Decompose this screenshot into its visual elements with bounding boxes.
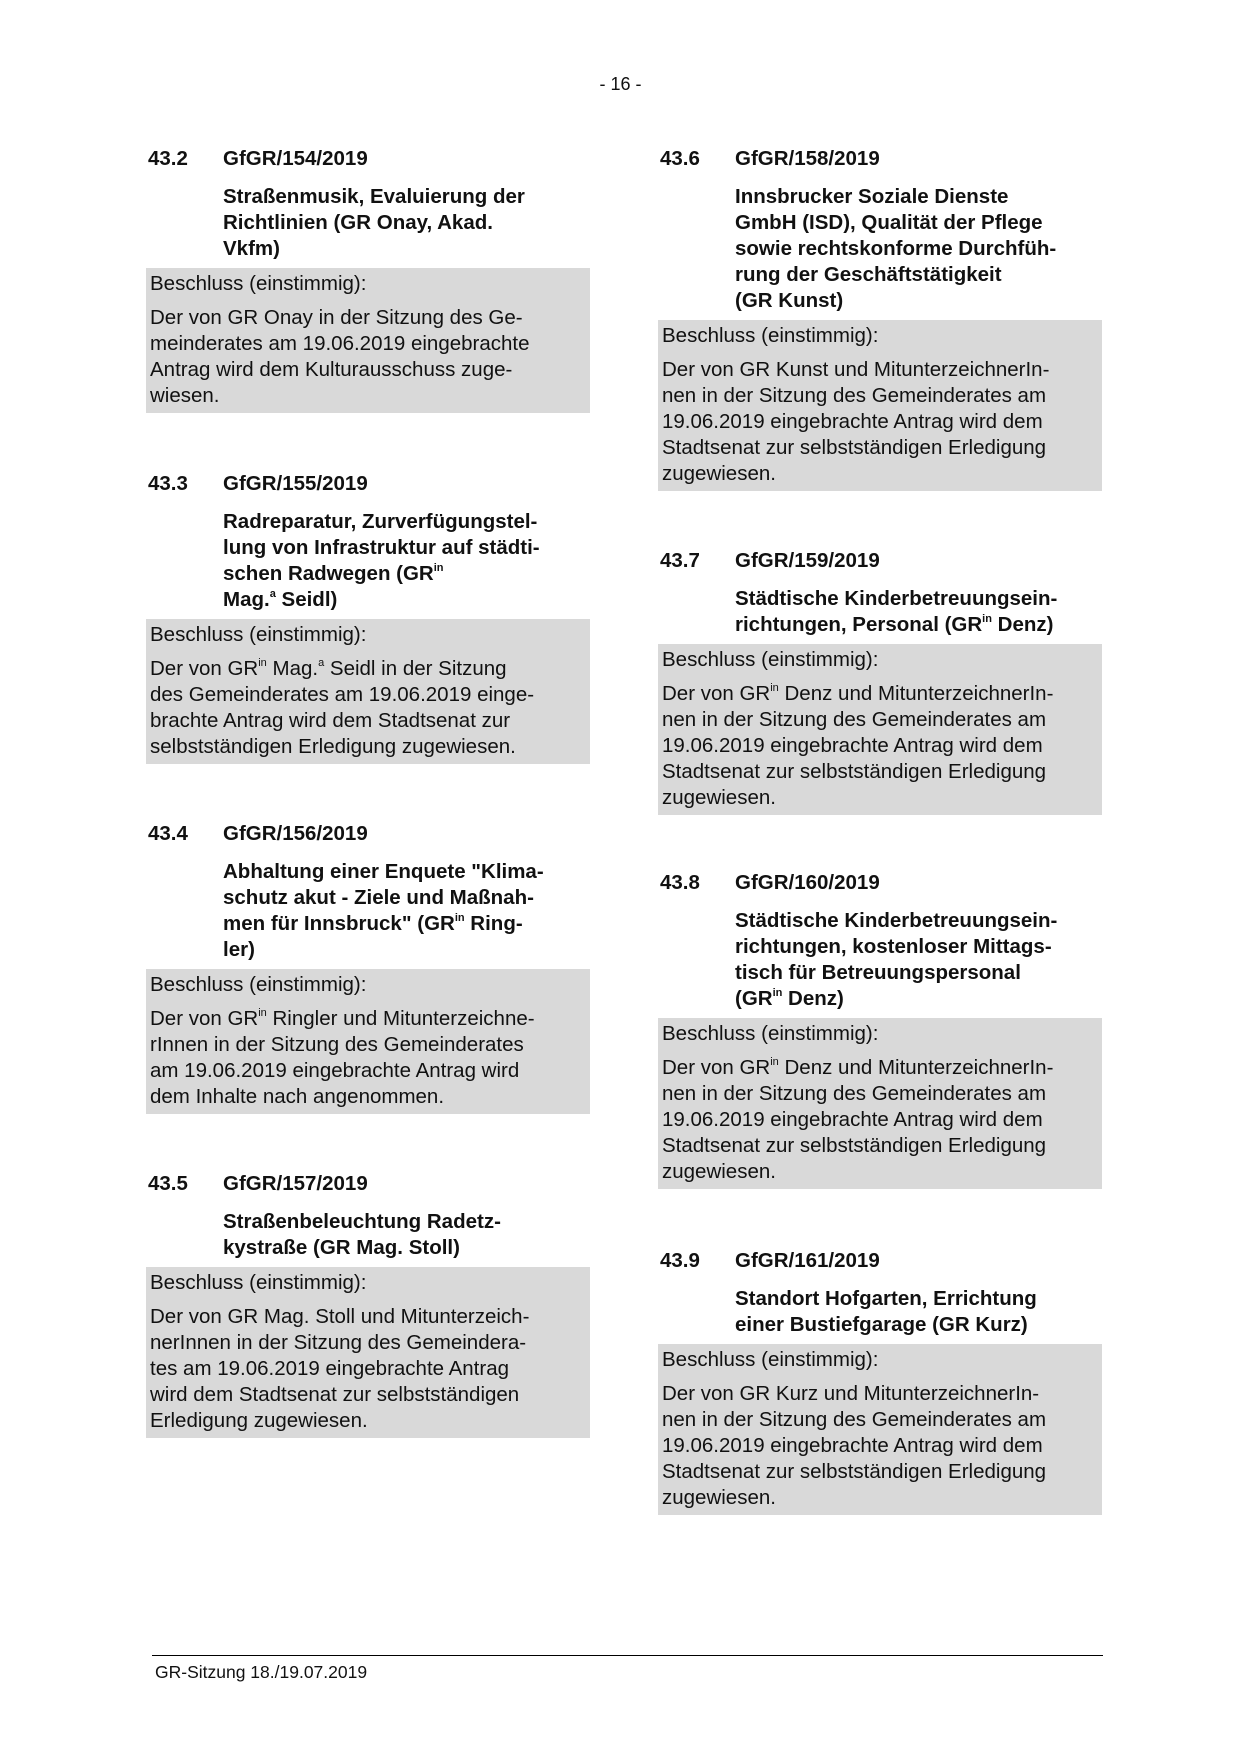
resolution-box — [658, 1344, 1102, 1515]
item-title: Radreparatur, Zurverfügungstel- lung von Infrastruktur auf städti- schen Radwegen ($GR^{in}$ Mag.$^a$ Seidl) — [223, 510, 540, 611]
item-reference: GfGR/158/2019 — [735, 147, 880, 170]
agenda-item — [146, 1171, 590, 1438]
resolution-label: Beschluss (einstimmig): — [150, 973, 367, 996]
item-number: 43.2 — [148, 147, 188, 170]
resolution-text: Der von $GR^{in}$ Denz und MitunterzeichnerIn- nen in der Sitzung des Gemeinderates am 19.06.2019 eingebrachte Antrag wird dem Stadtsenat zur selbstständigen Erledigung zugewiesen. — [662, 682, 1054, 809]
item-reference: GfGR/161/2019 — [735, 1249, 880, 1272]
resolution-label: Beschluss (einstimmig): — [150, 272, 367, 295]
item-title: Innsbrucker Soziale Dienste GmbH (ISD), Qualität der Pflege sowie rechtskonforme Durchfüh- rung der Geschäftstätigkeit (GR Kunst) — [735, 185, 1057, 312]
item-number: 43.6 — [660, 147, 700, 170]
resolution-box — [146, 619, 590, 764]
item-number: 43.3 — [148, 472, 188, 495]
item-number: 43.9 — [660, 1249, 700, 1272]
resolution-box — [146, 1267, 590, 1438]
resolution-box — [658, 1018, 1102, 1189]
footer-divider — [152, 1655, 1103, 1656]
agenda-item — [146, 821, 590, 1114]
resolution-text: Der von GR Mag. Stoll und Mitunterzeich- nerInnen in der Sitzung des Gemeindera- tes am 19.06.2019 eingebrachte Antrag wird dem Stadtsenat zur selbstständigen Erledigung zugewiesen. — [150, 1305, 530, 1432]
resolution-text: Der von GR Kurz und MitunterzeichnerIn- nen in der Sitzung des Gemeinderates am 19.06.2019 eingebrachte Antrag wird dem Stadtsenat zur selbstständigen Erledigung zugewiesen. — [662, 1382, 1047, 1509]
item-title: Standort Hofgarten, Errichtung einer Bustiefgarage (GR Kurz) — [735, 1287, 1037, 1336]
resolution-label: Beschluss (einstimmig): — [150, 623, 367, 646]
item-title: Straßenbeleuchtung Radetz- kystraße (GR Mag. Stoll) — [223, 1210, 501, 1259]
item-title: Abhaltung einer Enquete "Klima- schutz akut - Ziele und Maßnah- men für Innsbruck" ($GR^{in}$ Ring- ler) — [223, 860, 544, 961]
resolution-text: Der von $GR^{in}$ Denz und MitunterzeichnerIn- nen in der Sitzung des Gemeinderates am 19.06.2019 eingebrachte Antrag wird dem Stadtsenat zur selbstständigen Erledigung zugewiesen. — [662, 1056, 1054, 1183]
item-title: Städtische Kinderbetreuungsein- richtungen, kostenloser Mittags- tisch für Betreuungspersonal ($GR^{in}$ Denz) — [735, 909, 1058, 1010]
resolution-label: Beschluss (einstimmig): — [662, 324, 879, 347]
agenda-item — [146, 471, 590, 764]
item-title: Städtische Kinderbetreuungsein- richtungen, Personal ($GR^{in}$ Denz) — [735, 587, 1058, 636]
resolution-text: Der von GR Onay in der Sitzung des Ge- meinderates am 19.06.2019 eingebrachte Antrag wird dem Kulturausschuss zuge- wiesen. — [150, 306, 530, 407]
item-number: 43.5 — [148, 1172, 188, 1195]
item-title: Straßenmusik, Evaluierung der Richtlinien (GR Onay, Akad. Vkfm) — [223, 185, 525, 260]
item-reference: GfGR/155/2019 — [223, 472, 368, 495]
resolution-text: Der von $GR^{in}$ Ringler und Mitunterzeichne- rInnen in der Sitzung des Gemeinderates am 19.06.2019 eingebrachte Antrag wird dem Inhalte nach angenommen. — [150, 1007, 535, 1108]
item-reference: GfGR/160/2019 — [735, 871, 880, 894]
resolution-text: Der von GR Kunst und MitunterzeichnerIn- nen in der Sitzung des Gemeinderates am 19.06.2019 eingebrachte Antrag wird dem Stadtsenat zur selbstständigen Erledigung zugewiesen. — [662, 358, 1050, 485]
resolution-label: Beschluss (einstimmig): — [662, 648, 879, 671]
resolution-box — [658, 644, 1102, 815]
resolution-label: Beschluss (einstimmig): — [150, 1271, 367, 1294]
agenda-item — [658, 1248, 1102, 1515]
item-reference: GfGR/157/2019 — [223, 1172, 368, 1195]
resolution-label: Beschluss (einstimmig): — [662, 1348, 879, 1371]
item-number: 43.4 — [148, 822, 188, 845]
agenda-item — [658, 870, 1102, 1189]
resolution-box — [146, 969, 590, 1114]
item-number: 43.8 — [660, 871, 700, 894]
page-number: - 16 - — [599, 74, 642, 94]
resolution-box — [658, 320, 1102, 491]
resolution-text: Der von $GR^{in}$ Mag.$^a$ Seidl in der Sitzung des Gemeinderates am 19.06.2019 einge- brachte Antrag wird dem Stadtsenat zur selbstständigen Erledigung zugewiesen. — [150, 657, 535, 758]
resolution-box — [146, 268, 590, 413]
agenda-item — [146, 146, 590, 413]
item-reference: GfGR/156/2019 — [223, 822, 368, 845]
agenda-item — [658, 548, 1102, 815]
resolution-label: Beschluss (einstimmig): — [662, 1022, 879, 1045]
item-reference: GfGR/154/2019 — [223, 147, 368, 170]
item-reference: GfGR/159/2019 — [735, 549, 880, 572]
item-number: 43.7 — [660, 549, 700, 572]
footer-text: GR-Sitzung 18./19.07.2019 — [155, 1662, 368, 1682]
agenda-item — [658, 146, 1102, 491]
